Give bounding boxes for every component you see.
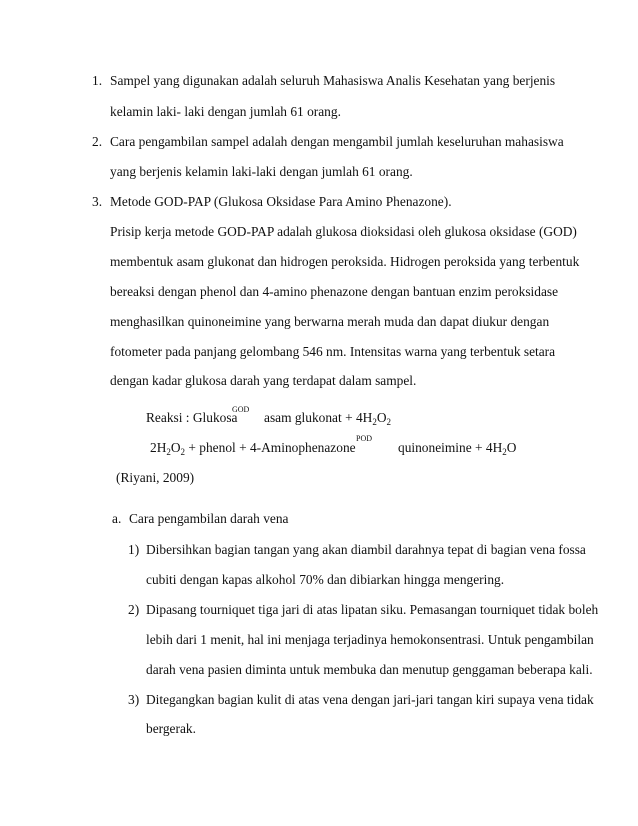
reaction-2-right: quinoneimine + $4H_2O$ [398, 440, 517, 457]
citation: (Riyani, 2009) [116, 470, 195, 485]
reaction-1-left: Reaksi : Glukosa [146, 410, 238, 425]
step-line: bergerak. [146, 721, 196, 736]
list-item-number: 1. [92, 73, 103, 88]
principle-line: membentuk asam glukonat dan hidrogen peroksida. Hidrogen peroksida yang terbentuk [110, 254, 580, 269]
step-line: darah vena pasien diminta untuk membuka dan menutup genggaman beberapa kali. [146, 662, 593, 677]
step-line: lebih dari 1 menit, hal ini menjaga terjadinya hemokonsentrasi. Untuk pengambilan [146, 632, 594, 647]
principle-line: fotometer pada panjang gelombang 546 nm. Intensitas warna yang terbentuk setara [110, 344, 556, 359]
list-item-line: Metode GOD-PAP (Glukosa Oksidase Para Amino Phenazone). [110, 194, 452, 209]
principle-line: dengan kadar glukosa darah yang terdapat dalam sampel. [110, 373, 417, 388]
reaction-2-enzyme: POD [356, 434, 373, 443]
section-a-title: Cara pengambilan darah vena [129, 511, 289, 526]
list-item-number: 2. [92, 134, 103, 149]
section-a-label: a. [112, 511, 122, 526]
step-line: Ditegangkan bagian kulit di atas vena dengan jari-jari tangan kiri supaya vena tidak [146, 692, 594, 707]
reaction-2-left: $2H_2O_2$ + phenol + 4-Aminophenazone [150, 440, 356, 457]
step-number: 1) [128, 542, 140, 557]
step-number: 2) [128, 602, 140, 617]
list-item-number: 3. [92, 194, 103, 209]
step-line: Dibersihkan bagian tangan yang akan diambil darahnya tepat di bagian vena fossa [146, 542, 586, 557]
list-item-line: Sampel yang digunakan adalah seluruh Mahasiswa Analis Kesehatan yang berjenis [110, 73, 556, 88]
list-item-line: yang berjenis kelamin laki-laki dengan jumlah 61 orang. [110, 164, 413, 179]
step-number: 3) [128, 692, 140, 707]
principle-line: Prisip kerja metode GOD-PAP adalah glukosa dioksidasi oleh glukosa oksidase (GOD) [110, 224, 577, 239]
reaction-1-right: asam glukonat + $4H_2O_2$ [264, 410, 392, 427]
step-line: cubiti dengan kapas alkohol 70% dan dibiarkan hingga mengering. [146, 572, 505, 587]
principle-line: bereaksi dengan phenol dan 4-amino phenazone dengan bantuan enzim peroksidase [110, 284, 559, 299]
list-item-line: Cara pengambilan sampel adalah dengan mengambil jumlah keseluruhan mahasiswa [110, 134, 564, 149]
reaction-1-enzyme: GOD [232, 405, 250, 414]
principle-line: menghasilkan quinoneimine yang berwarna merah muda dan dapat diukur dengan [110, 314, 550, 329]
step-line: Dipasang tourniquet tiga jari di atas lipatan siku. Pemasangan tourniquet tidak boleh [146, 602, 599, 617]
list-item-line: kelamin laki- laki dengan jumlah 61 orang. [110, 104, 341, 119]
